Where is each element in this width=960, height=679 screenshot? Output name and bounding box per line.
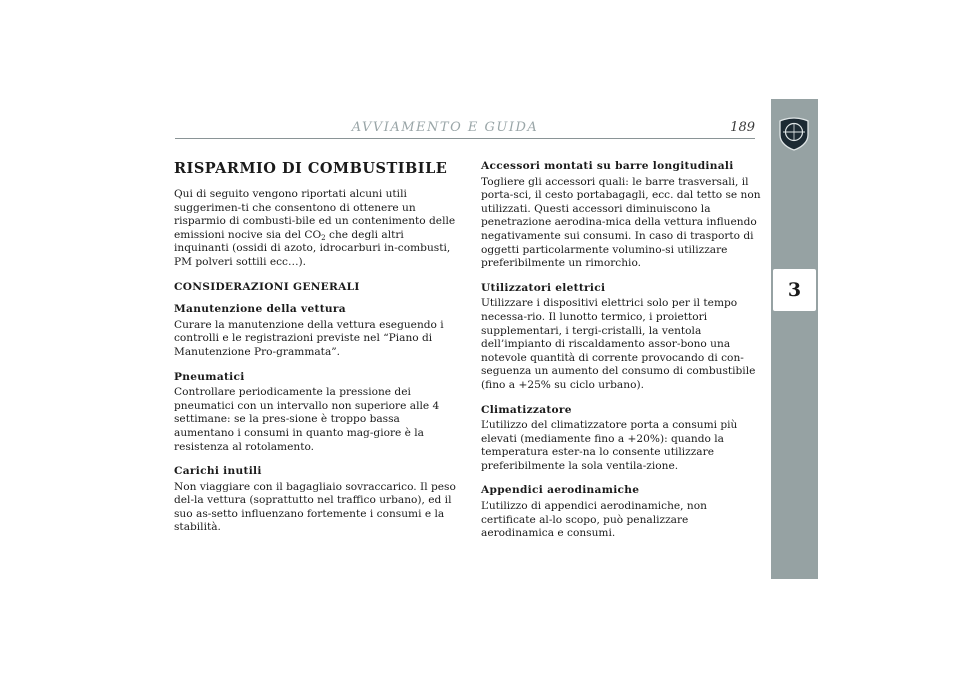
- intro-paragraph: [174, 188, 456, 270]
- page-number: 189: [730, 120, 755, 135]
- chapter-tab[interactable]: 3: [773, 269, 816, 311]
- chapter-sidebar: [771, 99, 818, 579]
- item-text: Controllare periodicamente la pressione dei pneumatici con un intervallo non superiore alle 4 settimane: se la pres-sione è troppo bassa aumentano i consumi in quanto mag-giore è la resistenza al rotolamento.: [174, 386, 440, 453]
- right-column: [481, 160, 763, 552]
- item-heading: Pneumatici: [174, 370, 245, 383]
- page-title: RISPARMIO DI COMBUSTIBILE: [174, 160, 448, 177]
- item-heading: Climatizzatore: [481, 403, 572, 416]
- item-heading: Utilizzatori elettrici: [481, 281, 606, 294]
- item-text: Curare la manutenzione della vettura eseguendo i controlli e le registrazioni previste nel “Piano di Manutenzione Pro-grammata”.: [174, 318, 444, 358]
- item-heading: Manutenzione della vettura: [174, 303, 346, 316]
- running-header-title: AVVIAMENTO E GUIDA: [351, 120, 539, 135]
- co2-subscript: 2: [321, 233, 326, 242]
- page-header: [175, 118, 755, 140]
- item-heading: Carichi inutili: [174, 465, 262, 478]
- header-rule: [175, 138, 755, 139]
- item-text: L’utilizzo di appendici aerodinamiche, non certificate al-lo scopo, può penalizzare aerodinamica e consumi.: [481, 500, 707, 540]
- item-text: L’utilizzo del climatizzatore porta a consumi più elevati (mediamente fino a +20%): quando la temperatura ester-na lo consente utilizzare preferibilmente la sola ventila-zione.: [481, 419, 738, 472]
- left-column: [174, 160, 456, 546]
- item-heading: Appendici aerodinamiche: [481, 484, 640, 497]
- section-heading: CONSIDERAZIONI GENERALI: [174, 280, 360, 293]
- item-text: Non viaggiare con il bagagliaio sovraccarico. Il peso del-la vettura (soprattutto nel traffico urbano), ed il suo as-setto influenzano fortemente i consumi e la stabilità.: [174, 480, 456, 534]
- item-heading: Accessori montati su barre longitudinali: [481, 160, 734, 172]
- brand-shield-icon: [778, 117, 810, 151]
- intro-text-b: che degli altri inquinanti (ossidi di azoto, idrocarburi in-combusti, PM polveri sottili ecc…).: [174, 228, 451, 268]
- intro-text-a: Qui di seguito vengono riportati alcuni utili suggerimen-ti che consentono di ottenere un risparmio di combusti-bile ed un contenimento delle emissioni nocive sia del CO: [174, 188, 456, 241]
- item-text: Togliere gli accessori quali: le barre trasversali, il porta-sci, il cesto portabagagli, ecc. dal tetto se non utilizzati. Questi accessori diminuiscono la penetrazione aerodina-mica della vettura influendo negativamente sui consumi. In caso di trasporto di oggetti particolarmente volumino-si utilizzare preferibilmente un rimorchio.: [481, 175, 761, 270]
- item-text: Utilizzare i dispositivi elettrici solo per il tempo necessa-rio. Il lunotto termico, i proiettori supplementari, i tergi-cristalli, la ventola dell’impianto di riscaldamento assor-bono una notevole quantità di corrente provocando di con-seguenza un aumento del consumo di combustibile (fino a +25% su ciclo urbano).: [481, 297, 756, 391]
